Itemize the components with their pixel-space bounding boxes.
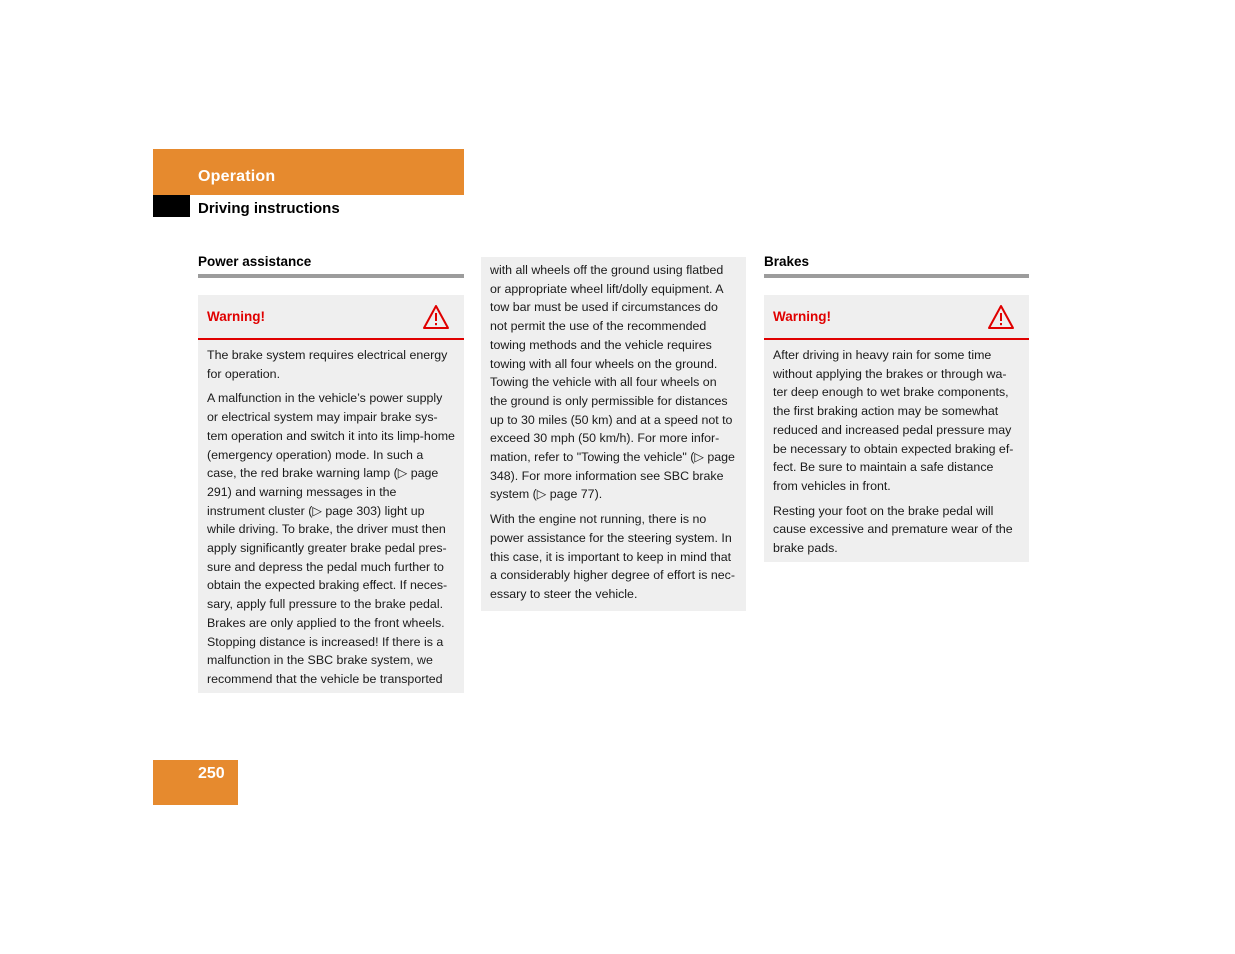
section-title: Operation <box>198 168 276 185</box>
warning-label: Warning! <box>207 309 265 324</box>
warning-header <box>198 295 464 340</box>
warning-paragraph: After driving in heavy rain for some time without applying the brakes or through wa-ter deep enough to wet brake components, the first braking action may be somewhat reduced and increased pedal pressure may be necessary to obtain expected braking ef-fect. Be sure to maintain a safe distance from vehicles in front. <box>773 348 1014 493</box>
subsection-title: Driving instructions <box>198 200 340 217</box>
warning-label: Warning! <box>773 309 831 324</box>
warning-paragraph: Resting your foot on the brake pedal will cause excessive and premature wear of the brake pads. <box>773 503 1013 556</box>
power-assistance-heading: Power assistance <box>198 254 464 278</box>
warning-paragraph: with all wheels off the ground using flatbed or appropriate wheel lift/dolly equipment. A tow bar must be used if circumstances do not permit the use of the recommended towing methods and the vehicle requires towing with all four wheels on the ground. Towing the vehicle with all four wheels on the ground is only permissible for distances up to 30 miles (50 km) and at a speed not to exceed 30 mph (50 km/h). For more infor-mation, refer to "Towing the vehicle" (▷ page 348). For more information see SBC brake system (▷ page 77). <box>490 263 735 502</box>
warning-paragraph: A malfunction in the vehicle’s power supply or electrical system may impair brake sys-tem operation and switch it into its limp-home (emergency operation) mode. In such a case, the red brake warning lamp (▷ page 291) and warning messages in the instrument cluster (▷ page 303) light up while driving. To brake, the driver must then apply significantly greater brake pedal pres-sure and depress the pedal much further to obtain the expected braking effect. If neces-sary, apply full pressure to the brake pedal. Brakes are only applied to the front wheels. Stopping distance is increased! If there is a malfunction in the SBC brake system, we recommend that the vehicle be transported <box>207 391 455 686</box>
warning-triangle-icon <box>987 304 1015 330</box>
brakes-heading: Brakes <box>764 254 1029 278</box>
power-assistance-warning-box <box>198 295 464 693</box>
section-marker-tab <box>153 195 190 217</box>
warning-text <box>198 340 464 697</box>
page-number-tab <box>153 760 238 805</box>
page-number: 250 <box>198 765 225 782</box>
warning-text <box>764 340 1029 566</box>
continued-warning-box <box>481 257 746 611</box>
warning-header <box>764 295 1029 340</box>
warning-paragraph: With the engine not running, there is no power assistance for the steering system. In this case, it is important to keep in mind that a considerably higher degree of effort is nec-essary to steer the vehicle. <box>490 512 735 601</box>
continued-warning-text <box>481 257 746 612</box>
brakes-warning-box <box>764 295 1029 562</box>
warning-triangle-icon <box>422 304 450 330</box>
warning-paragraph: The brake system requires electrical energy for operation. <box>207 348 448 381</box>
